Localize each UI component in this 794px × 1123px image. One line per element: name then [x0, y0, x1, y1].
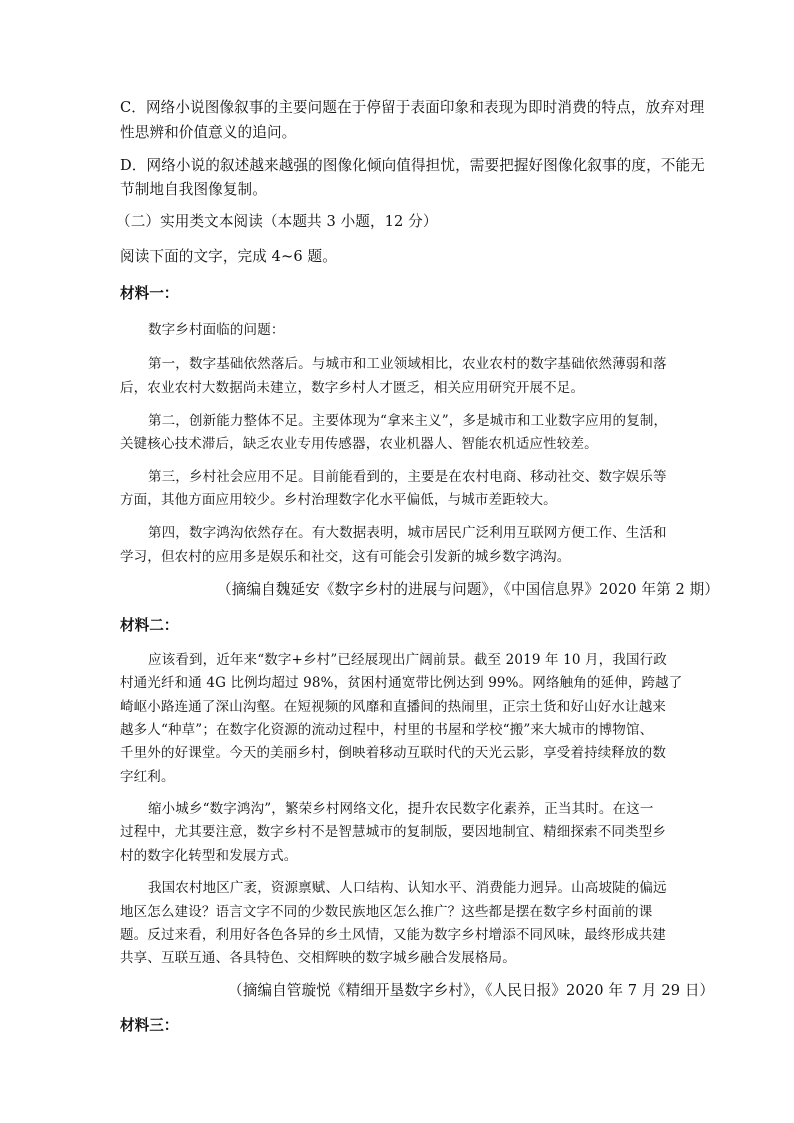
- material-2-p1-line-1: 应该看到，近年来“数字+乡村”已经展现出广阔前景。截至 2019 年 10 月，我国行政: [148, 652, 667, 668]
- material-2-p1-line-4: 越多人“种草”；在数字化资源的流动过程中，村里的书屋和学校“搬”来大城市的博物馆、: [120, 722, 654, 738]
- material-1-p3-line-1: 第三，乡村社会应用不足。目前能看到的，主要是在农村电商、移动社交、数字娱乐等: [148, 469, 667, 485]
- material-2-p3-line-4: 共享、互联互通、各具特色、交相辉映的数字城乡融合发展格局。: [120, 950, 516, 966]
- option-c-line-1: C．网络小说图像叙事的主要问题在于停留于表面印象和表现为即时消费的特点，放弃对理: [120, 99, 705, 116]
- option-d-line-1: D．网络小说的叙述越来越强的图像化倾向值得担忧，需要把握好图像化叙事的度，不能无: [120, 157, 705, 174]
- material-1-p4-line-1: 第四，数字鸿沟依然存在。有大数据表明，城市居民广泛利用互联网方便工作、生活和: [148, 525, 667, 541]
- material-2-source: （摘编自管璇悦《精细开垦数字乡村》，《人民日报》2020 年 7 月 29 日）: [228, 982, 715, 999]
- material-2-p3-line-2: 地区怎么建设？语言文字不同的少数民族地区怎么推广？这些都是摆在数字乡村面前的课: [120, 904, 653, 920]
- material-1-p4-line-2: 学习，但农村的应用多是娱乐和社交，这有可能会引发新的城乡数字鸿沟。: [120, 549, 571, 565]
- material-1-p2-line-2: 关键核心技术滞后，缺乏农业专用传感器，农业机器人、智能农机适应性较差。: [120, 436, 598, 452]
- material-1-label: 材料一：: [120, 285, 179, 302]
- material-2-label: 材料二：: [120, 617, 179, 634]
- material-2-p2-line-2: 过程中，尤其要注意，数字乡村不是智慧城市的复制版，要因地制宜、精细探索不同类型乡: [120, 824, 666, 840]
- material-2-p3-line-1: 我国农村地区广袤，资源禀赋、人口结构、认知水平、消费能力迥异。山高坡陡的偏远: [148, 880, 667, 896]
- material-1-intro: 数字乡村面临的问题：: [148, 322, 285, 338]
- option-d-line-2: 节制地自我图像复制。: [120, 181, 267, 198]
- material-1-p2-line-1: 第二，创新能力整体不足。主要体现为“拿来主义”，多是城市和工业数字应用的复制，: [148, 413, 668, 429]
- material-2-p1-line-5: 千里外的好课堂。今天的美丽乡村，倒映着移动互联时代的天光云影，享受着持续释放的数: [120, 745, 666, 761]
- material-3-label: 材料三：: [120, 1017, 179, 1034]
- material-2-p1-line-2: 村通光纤和通 4G 比例均超过 98%，贫困村通宽带比例达到 99%。网络触角的延伸，跨越了: [120, 675, 683, 691]
- material-1-p3-line-2: 方面，其他方面应用较少。乡村治理数字化水平偏低，与城市差距较大。: [120, 492, 557, 508]
- material-2-p3-line-3: 题。反过来看，利用好各色各异的乡土风情，又能为数字乡村增添不同风味，最终形成共建: [120, 927, 666, 943]
- material-2-p2-line-1: 缩小城乡“数字鸿沟”，繁荣乡村网络文化，提升农民数字化素养，正当其时。在这一: [148, 801, 654, 817]
- material-2-p1-line-3: 崎岖小路连通了深山沟壑。在短视频的风靡和直播间的热闹里，正宗土货和好山好水让越来: [120, 699, 666, 715]
- material-2-p1-line-6: 字红利。: [120, 769, 175, 785]
- instruction: 阅读下面的文字，完成 4~6 题。: [120, 248, 337, 265]
- material-1-p1-line-1: 第一，数字基础依然落后。与城市和工业领域相比，农业农村的数字基础依然薄弱和落: [148, 356, 667, 372]
- material-1-source: （摘编自魏延安《数字乡村的进展与问题》，《中国信息界》2020 年第 2 期）: [217, 581, 720, 598]
- material-1-p1-line-2: 后，农业农村大数据尚未建立，数字乡村人才匮乏，相关应用研究开展不足。: [120, 380, 585, 396]
- section-heading: （二）实用类文本阅读（本题共 3 小题，12 分）: [116, 213, 438, 230]
- material-2-p2-line-3: 村的数字化转型和发展方式。: [120, 848, 298, 864]
- option-c-line-2: 性思辨和价值意义的追问。: [120, 124, 297, 141]
